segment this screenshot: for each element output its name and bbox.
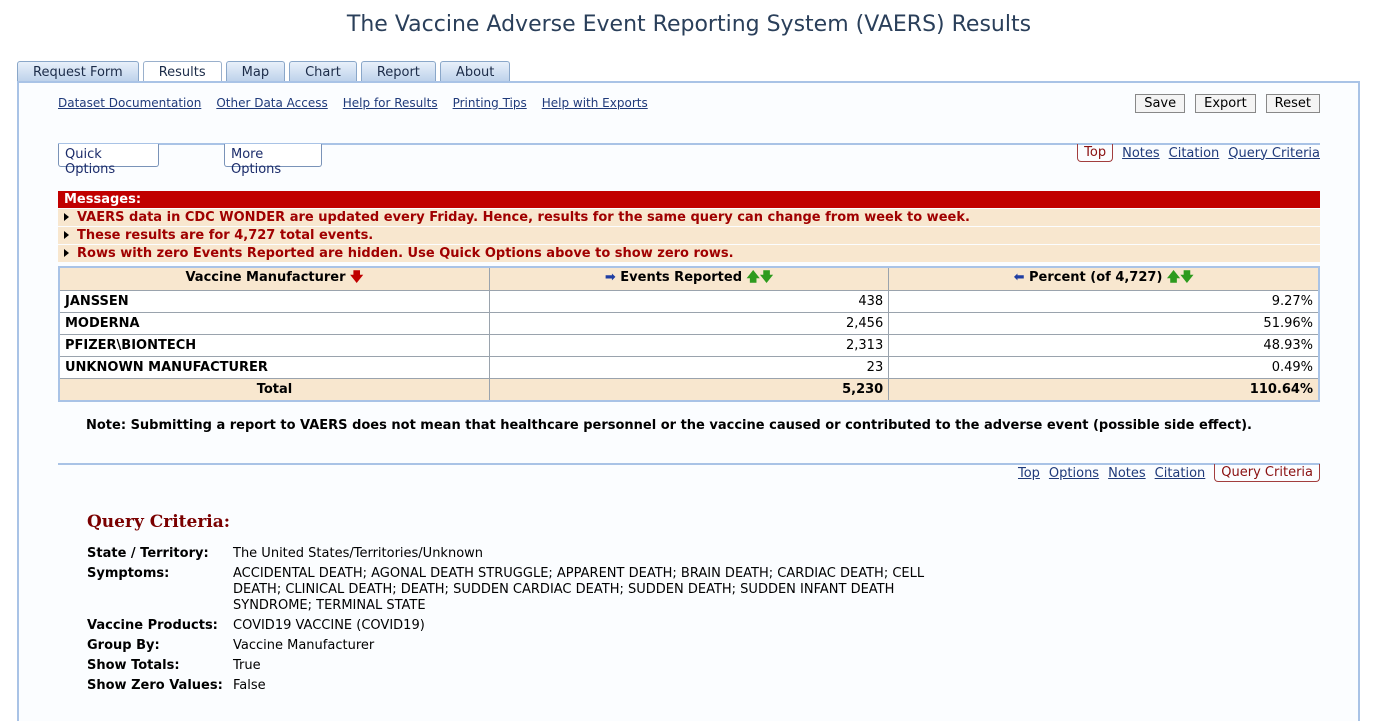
- table-row: MODERNA 2,456 51.96%: [59, 313, 1319, 335]
- nav-notes[interactable]: Notes: [1108, 465, 1146, 481]
- nav-citation[interactable]: Citation: [1154, 465, 1206, 481]
- link-other-data-access[interactable]: Other Data Access: [216, 96, 328, 110]
- messages-header: Messages:: [58, 191, 1320, 208]
- bullet-triangle-icon: [64, 231, 69, 239]
- bullet-triangle-icon: [64, 249, 69, 257]
- nav-query-criteria-current[interactable]: Query Criteria: [1214, 464, 1320, 482]
- quick-options-button[interactable]: Quick Options: [58, 144, 159, 167]
- sort-down-icon[interactable]: 🡇: [350, 270, 364, 285]
- reset-button[interactable]: Reset: [1266, 94, 1320, 113]
- results-table: [58, 266, 1320, 402]
- tab-results[interactable]: Results: [143, 61, 222, 83]
- nav-query-criteria[interactable]: Query Criteria: [1228, 145, 1320, 161]
- nav-top-current[interactable]: Top: [1077, 144, 1113, 162]
- link-dataset-documentation[interactable]: Dataset Documentation: [58, 96, 202, 110]
- sort-up-down-icon[interactable]: 🡅🡇: [746, 270, 774, 285]
- message-item: These results are for 4,727 total events.: [58, 227, 1320, 244]
- nav-notes[interactable]: Notes: [1122, 145, 1160, 161]
- header-percent[interactable]: ⬅ Percent (of 4,727) 🡅🡇: [889, 267, 1319, 291]
- arrow-left-icon[interactable]: ⬅: [1013, 270, 1025, 285]
- table-row: JANSSEN 438 9.27%: [59, 291, 1319, 313]
- bullet-triangle-icon: [64, 213, 69, 221]
- criteria-row: Show Zero Values: False: [87, 678, 266, 693]
- tab-request-form[interactable]: Request Form: [17, 61, 139, 82]
- header-vaccine-manufacturer[interactable]: Vaccine Manufacturer 🡇: [59, 267, 489, 291]
- message-item: Rows with zero Events Reported are hidden. Use Quick Options above to show zero rows.: [58, 245, 1320, 262]
- table-row: PFIZER\BIONTECH 2,313 48.93%: [59, 335, 1319, 357]
- link-help-for-results[interactable]: Help for Results: [342, 96, 438, 110]
- message-item: VAERS data in CDC WONDER are updated every Friday. Hence, results for the same query can change from week to week.: [58, 209, 1320, 226]
- table-row: UNKNOWN MANUFACTURER 23 0.49%: [59, 357, 1319, 379]
- criteria-row: Vaccine Products: COVID19 VACCINE (COVID19): [87, 618, 425, 633]
- more-options-button[interactable]: More Options: [224, 144, 322, 167]
- criteria-row: State / Territory: The United States/Territories/Unknown: [87, 546, 484, 561]
- section-nav-top: [1077, 144, 1320, 162]
- sort-up-down-icon[interactable]: 🡅🡇: [1166, 270, 1194, 285]
- export-button[interactable]: Export: [1195, 94, 1256, 113]
- page-title: The Vaccine Adverse Event Reporting System (VAERS) Results: [346, 12, 1032, 37]
- nav-top[interactable]: Top: [1017, 465, 1040, 481]
- total-row: Total 5,230 110.64%: [59, 379, 1319, 401]
- action-buttons: [1135, 94, 1320, 113]
- link-printing-tips[interactable]: Printing Tips: [452, 96, 527, 110]
- tab-map[interactable]: Map: [226, 61, 285, 82]
- nav-options[interactable]: Options: [1048, 465, 1100, 481]
- help-links: [58, 96, 648, 110]
- query-criteria-title: Query Criteria:: [87, 512, 231, 532]
- arrow-right-icon[interactable]: ➡: [604, 270, 616, 285]
- tab-bar: [17, 61, 514, 82]
- nav-citation[interactable]: Citation: [1168, 145, 1220, 161]
- save-button[interactable]: Save: [1135, 94, 1185, 113]
- section-nav-bottom: [1018, 464, 1320, 482]
- tab-report[interactable]: Report: [361, 61, 436, 82]
- header-events-reported[interactable]: ➡ Events Reported 🡅🡇: [489, 267, 888, 291]
- criteria-row: Show Totals: True: [87, 658, 261, 673]
- criteria-row: Symptoms: ACCIDENTAL DEATH; AGONAL DEATH STRUGGLE; APPARENT DEATH; BRAIN DEATH; CARDIAC DEATH; CELL DEATH; CLINICAL DEATH; DEATH; SUDDEN CARDIAC DEATH; SUDDEN DEATH; SUDDEN INFANT DEATH SYNDROME; TERMINAL STATE: [87, 566, 925, 613]
- messages-box: [58, 191, 1320, 262]
- tab-chart[interactable]: Chart: [289, 61, 357, 82]
- disclaimer-note: Note: Submitting a report to VAERS does not mean that healthcare personnel or the vaccine caused or contributed to the adverse event (possible side effect).: [86, 418, 1252, 433]
- tab-about[interactable]: About: [440, 61, 510, 82]
- query-criteria-list: [87, 546, 953, 698]
- link-help-with-exports[interactable]: Help with Exports: [541, 96, 648, 110]
- criteria-row: Group By: Vaccine Manufacturer: [87, 638, 375, 653]
